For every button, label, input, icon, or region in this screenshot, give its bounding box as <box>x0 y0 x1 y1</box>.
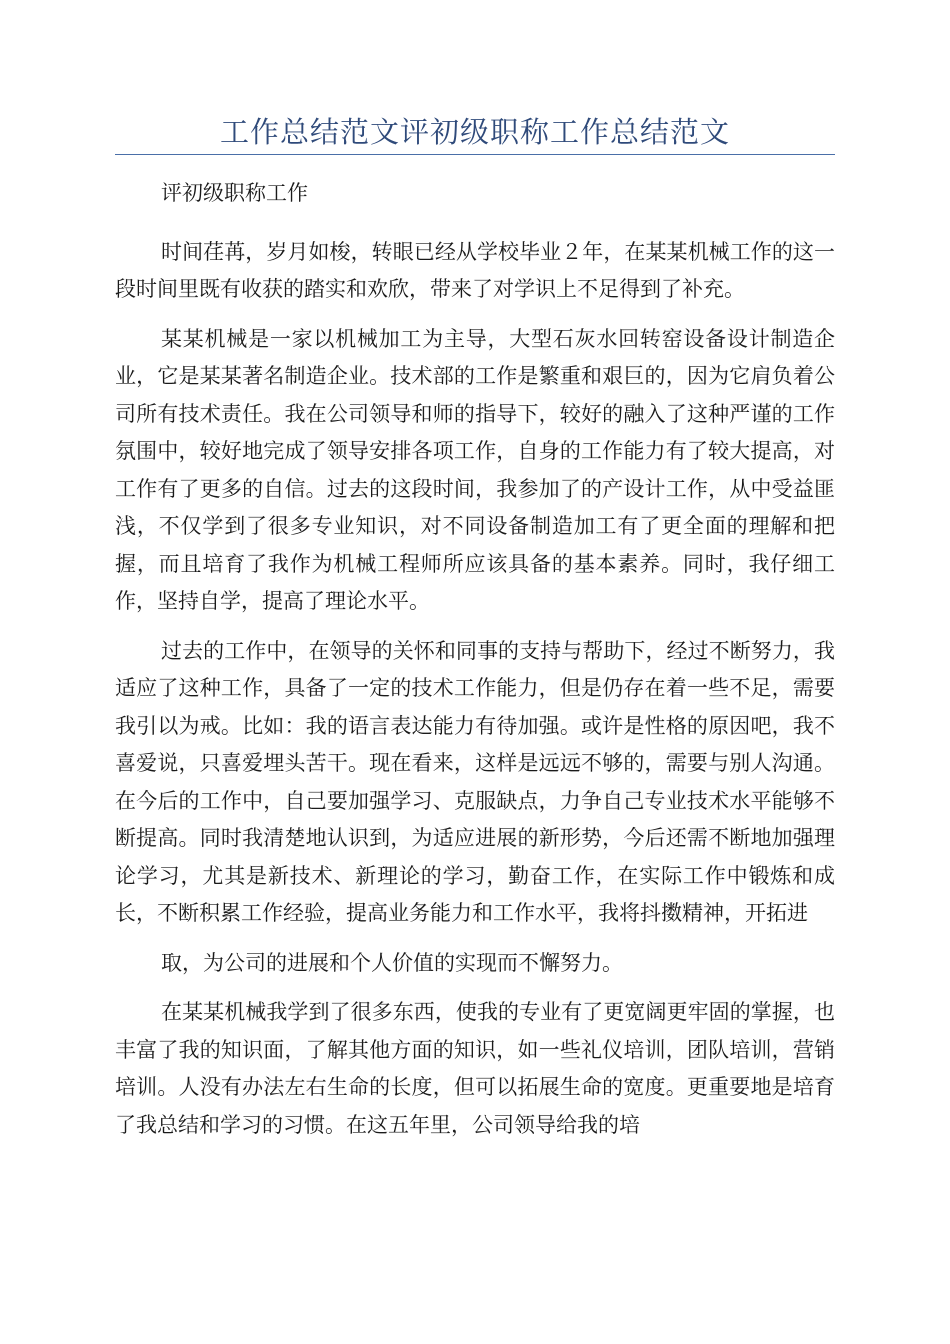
paragraph: 时间荏苒，岁月如梭，转眼已经从学校毕业２年，在某某机械工作的这一段时间里既有收获的踏实和欢欣，带来了对学识上不足得到了补充。 <box>115 239 835 301</box>
paragraph: 在某某机械我学到了很多东西，使我的专业有了更宽阔更牢固的掌握，也丰富了我的知识面，了解其他方面的知识，如一些礼仪培训，团队培训，营销培训。人没有办法左右生命的长度，但可以拓展生命的宽度。更重要地是培育了我总结和学习的习惯。在这五年里，公司领导给我的培 <box>115 1000 835 1137</box>
paragraph: 某某机械是一家以机械加工为主导，大型石灰水回转窑设备设计制造企业，它是某某著名制造企业。技术部的工作是繁重和艰巨的，因为它肩负着公司所有技术责任。我在公司领导和师的指导下，较好的融入了这种严谨的工作氛围中，较好地完成了领导安排各项工作，自身的工作能力有了较大提高，对工作有了更多的自信。过去的这段时间，我参加了的产设计工作，从中受益匪浅，不仅学到了很多专业知识，对不同设备制造加工有了更全面的理解和把握，而且培育了我作为机械工程师所应该具备的基本素养。同时，我仔细工作，坚持自学，提高了理论水平。 <box>115 326 835 613</box>
title-underline <box>115 154 835 155</box>
document-body <box>115 175 835 1156</box>
paragraph-heading: 评初级职称工作 <box>161 181 308 205</box>
document-title: 工作总结范文评初级职称工作总结范文 <box>219 115 730 149</box>
paragraph: 取，为公司的进展和个人价值的实现而不懈努力。 <box>161 950 623 975</box>
paragraph: 过去的工作中，在领导的关怀和同事的支持与帮助下，经过不断努力，我适应了这种工作，具备了一定的技术工作能力，但是仍存在着一些不足，需要我引以为戒。比如：我的语言表达能力有待加强。或许是性格的原因吧，我不喜爱说，只喜爱埋头苦干。现在看来，这样是远远不够的，需要与别人沟通。在今后的工作中，自己要加强学习、克服缺点，力争自己专业技术水平能够不断提高。同时我清楚地认识到，为适应进展的新形势，今后还需不断地加强理论学习，尤其是新技术、新理论的学习，勤奋工作，在实际工作中锻炼和成长，不断积累工作经验，提高业务能力和工作水平，我将抖擞精神，开拓进 <box>115 638 835 925</box>
